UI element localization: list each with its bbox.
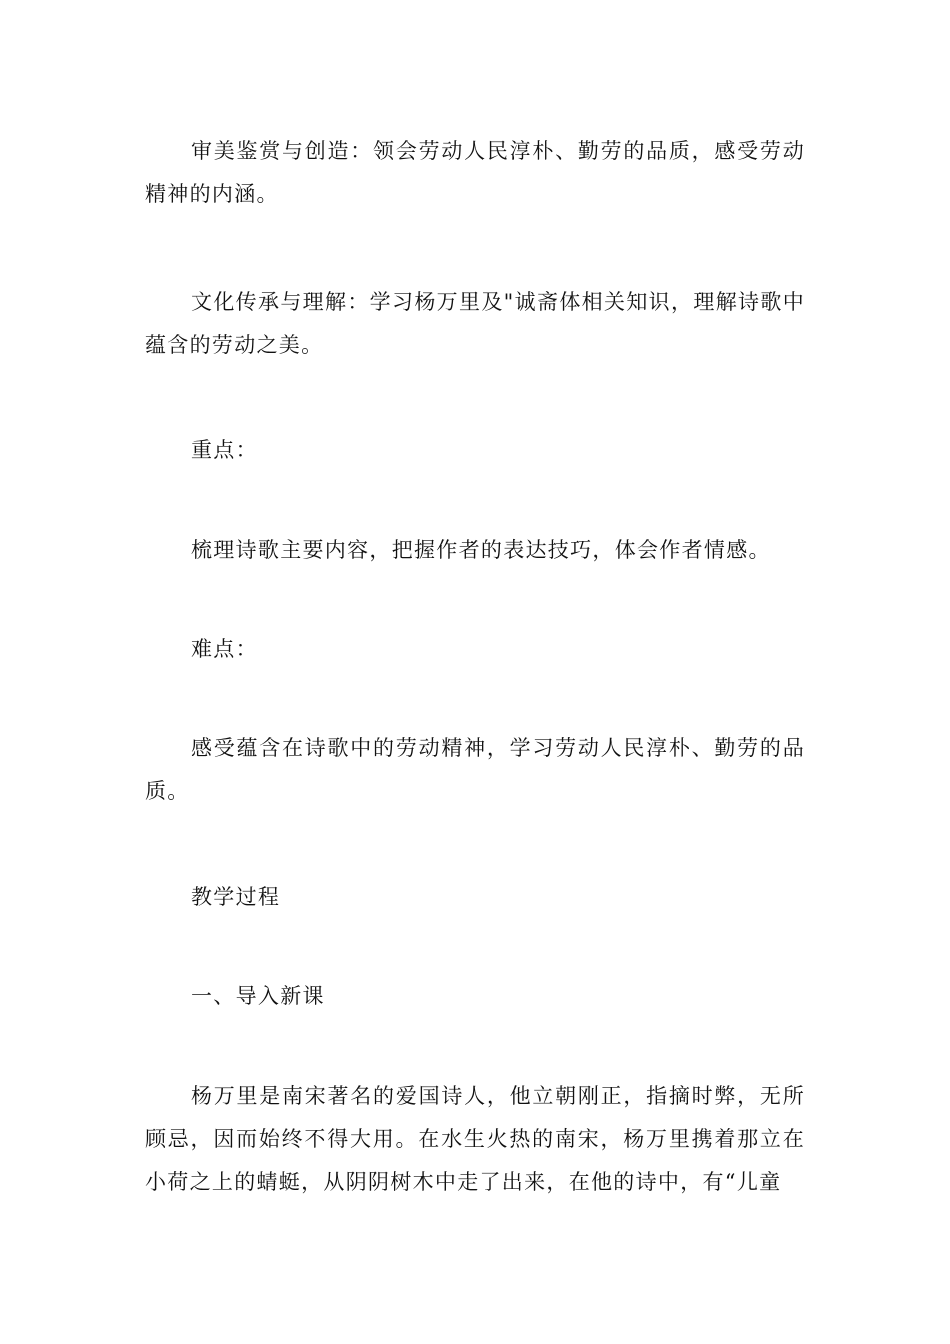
heading-introduction: 一、导入新课: [191, 984, 325, 1008]
paragraph-introduction: 杨万里是南宋著名的爱国诗人，他立朝刚正，指摘时弊，无所顾忌，因而始终不得大用。在水生火热的南宋，杨万里携着那立在小荷之上的蜻蜓，从阴阴树木中走了出来，在他的诗中，有“儿童: [145, 1084, 805, 1194]
paragraph-aesthetic-appreciation: 审美鉴赏与创造：领会劳动人民淳朴、勤劳的品质，感受劳动精神的内涵。: [145, 139, 805, 206]
heading-difficulties: 难点：: [191, 637, 258, 661]
paragraph-cultural-heritage: 文化传承与理解：学习杨万里及"诚斋体相关知识，理解诗歌中蕴含的劳动之美。: [145, 290, 805, 357]
paragraph-difficulties: 感受蕴含在诗歌中的劳动精神，学习劳动人民淳朴、勤劳的品质。: [145, 736, 805, 803]
heading-key-points: 重点：: [191, 438, 258, 462]
heading-teaching-process: 教学过程: [191, 885, 281, 909]
paragraph-key-points: 梳理诗歌主要内容，把握作者的表达技巧，体会作者情感。: [191, 538, 771, 562]
